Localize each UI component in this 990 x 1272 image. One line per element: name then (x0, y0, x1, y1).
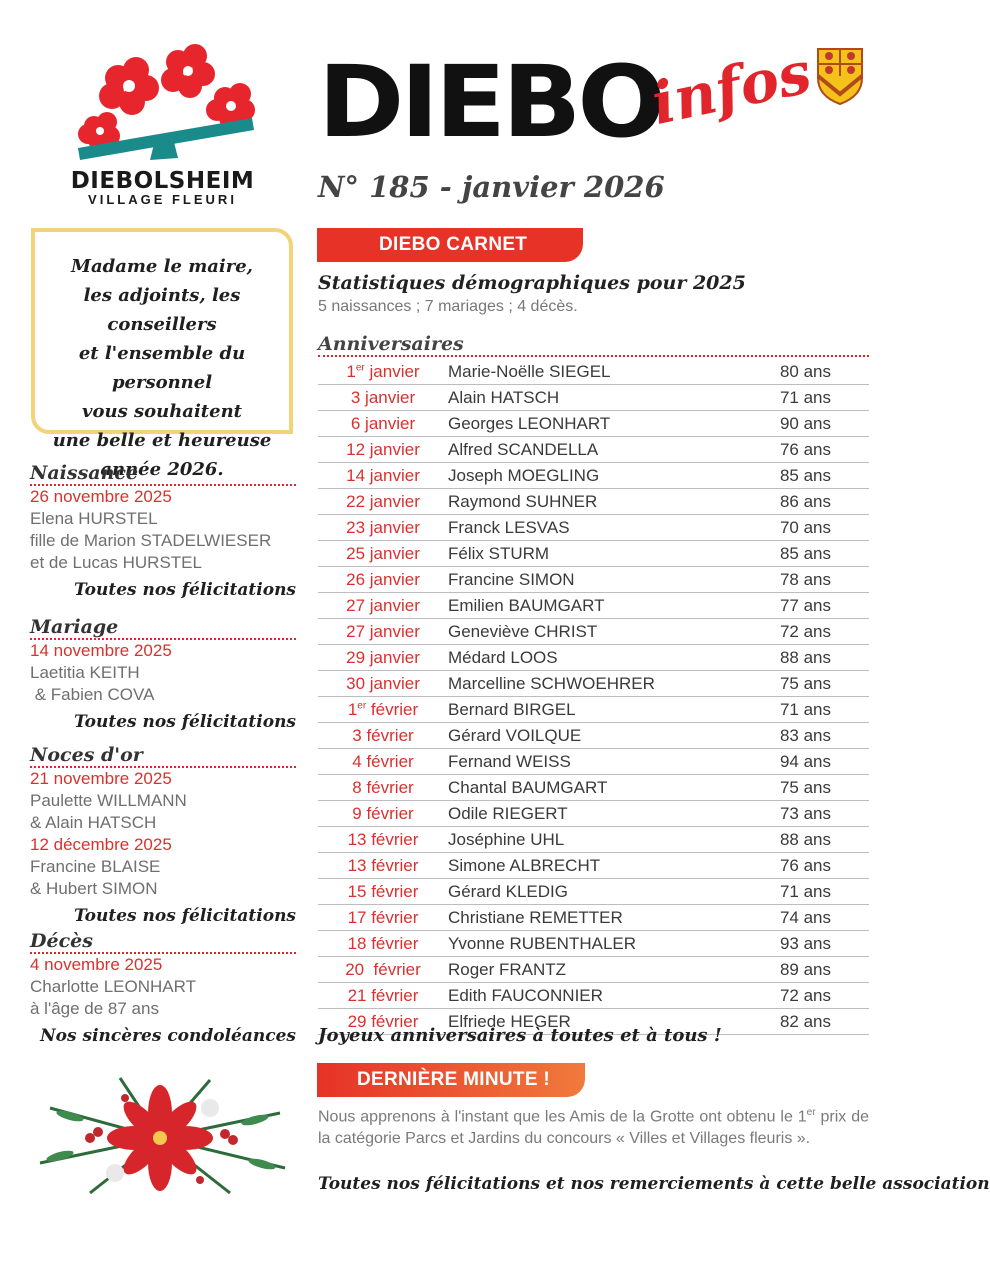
naissance-section (30, 462, 296, 600)
anniv-name: Georges LEONHART (448, 411, 741, 437)
anniv-name: Chantal BAUMGART (448, 775, 741, 801)
masthead-suffix: infos (645, 38, 817, 139)
anniv-date (318, 489, 448, 515)
anniv-date (318, 801, 448, 827)
table-row (318, 723, 869, 749)
news-text-a: Nous apprenons à l'instant que les Amis de la Grotte ont obtenu le 1 (318, 1108, 807, 1126)
anniv-name: Gérard KLEDIG (448, 879, 741, 905)
event-line: fille de Marion STADELWIESER (30, 531, 272, 550)
wish-line: et l'ensemble du personnel (78, 343, 246, 393)
anniv-age: 94 ans (741, 749, 869, 775)
anniv-age: 82 ans (741, 1009, 869, 1035)
anniversaires-closing: Joyeux anniversaires à toutes et à tous ! (318, 1025, 722, 1046)
news-text-sup: er (806, 1107, 816, 1118)
wish-line: année 2026. (100, 459, 224, 480)
table-row (318, 463, 869, 489)
table-row (318, 385, 869, 411)
anniv-day: 6 janvier (350, 413, 416, 433)
anniv-day: 15 février (347, 881, 419, 901)
event-date: 26 novembre 2025 (30, 487, 172, 506)
anniv-day: 8 février (352, 777, 414, 797)
section-closing: Nos sincères condoléances (40, 1026, 296, 1046)
section-title: Naissance (30, 462, 296, 486)
anniv-day: 23 janvier (346, 517, 420, 537)
anniversaires-title: Anniversaires (318, 333, 869, 357)
anniv-age: 83 ans (741, 723, 869, 749)
news-text-b: prix de la catégorie Parcs et Jardins du concours « Villes et Villages fleuris ». (318, 1108, 870, 1148)
section-closing: Toutes nos félicitations (73, 712, 296, 732)
anniv-date (318, 775, 448, 801)
poinsettia-decoration-icon (30, 1068, 292, 1200)
issue-number: N° 185 - janvier 2026 (318, 170, 665, 204)
anniv-name: Odile RIEGERT (448, 801, 741, 827)
section-title: Décès (30, 930, 296, 954)
anniv-day: 13 février (347, 829, 419, 849)
table-row (318, 931, 869, 957)
logo-subtitle: VILLAGE FLEURI (88, 192, 237, 207)
anniv-name: Alain HATSCH (448, 385, 741, 411)
anniv-day: 29 janvier (346, 647, 420, 667)
anniv-age: 85 ans (741, 541, 869, 567)
anniv-date (318, 567, 448, 593)
event-line: & Alain HATSCH (30, 813, 157, 832)
anniv-day: 4 février (352, 751, 414, 771)
anniv-name: Félix STURM (448, 541, 741, 567)
anniv-name: Emilien BAUMGART (448, 593, 741, 619)
table-row (318, 853, 869, 879)
anniv-date (318, 671, 448, 697)
anniv-date (318, 853, 448, 879)
anniv-day: 1 (346, 361, 356, 381)
anniv-month: janvier (364, 361, 420, 381)
anniv-name: Raymond SUHNER (448, 489, 741, 515)
event-line: Francine BLAISE (30, 857, 161, 876)
anniv-age: 88 ans (741, 827, 869, 853)
noces-section (30, 744, 296, 926)
event-line: & Fabien COVA (30, 685, 155, 704)
anniv-name: Joséphine UHL (448, 827, 741, 853)
event-date: 21 novembre 2025 (30, 769, 172, 788)
event-line: Paulette WILLMANN (30, 791, 187, 810)
anniv-date (318, 645, 448, 671)
event-line: Charlotte LEONHART (30, 977, 196, 996)
anniv-date (318, 541, 448, 567)
anniv-day: 30 janvier (346, 673, 420, 693)
anniv-day: 14 janvier (346, 465, 420, 485)
anniversaires-table (318, 359, 869, 1035)
mariage-section (30, 616, 296, 732)
anniv-name: Alfred SCANDELLA (448, 437, 741, 463)
anniv-day: 27 janvier (346, 595, 420, 615)
anniv-date (318, 983, 448, 1009)
anniv-day: 18 février (347, 933, 419, 953)
table-row (318, 905, 869, 931)
table-row (318, 801, 869, 827)
anniv-name: Fernand WEISS (448, 749, 741, 775)
stats-title: Statistiques démographiques pour 2025 (318, 272, 746, 294)
wish-line: une belle et heureuse (52, 430, 272, 451)
anniv-age: 93 ans (741, 931, 869, 957)
event-date: 4 novembre 2025 (30, 955, 163, 974)
anniv-day: 22 janvier (346, 491, 420, 511)
table-row (318, 359, 869, 385)
anniv-name: Marie-Noëlle SIEGEL (448, 359, 741, 385)
event-line: & Hubert SIMON (30, 879, 158, 898)
anniv-date (318, 931, 448, 957)
anniv-date (318, 827, 448, 853)
anniv-day-sup: er (357, 699, 367, 711)
anniv-day: 3 janvier (350, 387, 416, 407)
logo-name: DIEBOLSHEIM (70, 168, 255, 194)
anniv-month: février (366, 699, 419, 719)
anniv-age: 72 ans (741, 619, 869, 645)
anniv-day: 12 janvier (346, 439, 420, 459)
anniv-day: 13 février (347, 855, 419, 875)
deces-section (30, 930, 296, 1046)
anniv-day: 20 février (345, 959, 421, 979)
table-row (318, 671, 869, 697)
table-row (318, 619, 869, 645)
anniv-day: 29 février (347, 1011, 419, 1031)
section-closing: Toutes nos félicitations (73, 580, 296, 600)
stats-text: 5 naissances ; 7 mariages ; 4 décès. (318, 298, 578, 315)
anniv-age: 71 ans (741, 879, 869, 905)
anniv-date (318, 957, 448, 983)
section-closing: Toutes nos félicitations (73, 906, 296, 926)
table-row (318, 645, 869, 671)
anniv-date (318, 749, 448, 775)
anniv-date (318, 879, 448, 905)
masthead-title: DIEBO (318, 44, 662, 160)
anniv-date (318, 619, 448, 645)
table-row (318, 749, 869, 775)
anniv-name: Joseph MOEGLING (448, 463, 741, 489)
derniere-minute-banner: DERNIÈRE MINUTE ! (317, 1063, 585, 1097)
anniv-date (318, 723, 448, 749)
anniv-date (318, 411, 448, 437)
anniv-day: 9 février (352, 803, 414, 823)
table-row (318, 957, 869, 983)
anniv-name: Christiane REMETTER (448, 905, 741, 931)
anniv-name: Médard LOOS (448, 645, 741, 671)
event-line: à l'âge de 87 ans (30, 999, 159, 1018)
anniv-date (318, 697, 448, 723)
wish-line: vous souhaitent (82, 401, 242, 422)
table-row (318, 411, 869, 437)
anniv-age: 75 ans (741, 671, 869, 697)
anniv-date (318, 515, 448, 541)
anniv-date (318, 359, 448, 385)
anniv-name: Simone ALBRECHT (448, 853, 741, 879)
anniv-name: Marcelline SCHWOEHRER (448, 671, 741, 697)
anniv-age: 78 ans (741, 567, 869, 593)
event-line: et de Lucas HURSTEL (30, 553, 202, 572)
anniv-age: 76 ans (741, 853, 869, 879)
anniv-age: 86 ans (741, 489, 869, 515)
anniv-age: 88 ans (741, 645, 869, 671)
table-row (318, 437, 869, 463)
table-row (318, 827, 869, 853)
anniv-date (318, 905, 448, 931)
anniv-date (318, 463, 448, 489)
anniv-age: 70 ans (741, 515, 869, 541)
anniv-date (318, 385, 448, 411)
table-row (318, 775, 869, 801)
table-row (318, 515, 869, 541)
anniv-day-sup: er (355, 361, 365, 373)
section-title: Mariage (30, 616, 296, 640)
anniv-date (318, 593, 448, 619)
wish-line: Madame le maire, (71, 256, 253, 277)
table-row (318, 541, 869, 567)
wish-line: les adjoints, les conseillers (83, 285, 241, 335)
anniv-age: 71 ans (741, 697, 869, 723)
anniv-day: 17 février (347, 907, 419, 927)
anniv-name: Elfriede HEGER (448, 1009, 741, 1035)
anniv-age: 89 ans (741, 957, 869, 983)
table-row (318, 593, 869, 619)
section-title: Noces d'or (30, 744, 296, 768)
anniv-day: 25 janvier (346, 543, 420, 563)
event-line: Laetitia KEITH (30, 663, 140, 682)
final-closing: Toutes nos félicitations et nos remerciements à cette belle association (318, 1174, 990, 1194)
event-date: 12 décembre 2025 (30, 835, 172, 854)
table-row (318, 567, 869, 593)
anniv-day: 3 février (352, 725, 414, 745)
anniv-day: 26 janvier (346, 569, 420, 589)
anniv-name: Yvonne RUBENTHALER (448, 931, 741, 957)
diebo-carnet-banner: DIEBO CARNET (317, 228, 583, 262)
anniv-age: 73 ans (741, 801, 869, 827)
event-line: Elena HURSTEL (30, 509, 158, 528)
anniv-day: 27 janvier (346, 621, 420, 641)
anniv-age: 71 ans (741, 385, 869, 411)
anniv-age: 90 ans (741, 411, 869, 437)
table-row (318, 697, 869, 723)
anniv-age: 74 ans (741, 905, 869, 931)
coat-of-arms-icon (815, 46, 865, 106)
anniv-age: 76 ans (741, 437, 869, 463)
anniv-name: Geneviève CHRIST (448, 619, 741, 645)
anniv-age: 80 ans (741, 359, 869, 385)
anniv-name: Franck LESVAS (448, 515, 741, 541)
anniv-name: Bernard BIRGEL (448, 697, 741, 723)
table-row (318, 983, 869, 1009)
table-row (318, 489, 869, 515)
anniv-name: Gérard VOILQUE (448, 723, 741, 749)
table-row (318, 879, 869, 905)
anniv-day: 1 (347, 699, 358, 719)
event-date: 14 novembre 2025 (30, 641, 172, 660)
anniv-date (318, 437, 448, 463)
anniv-age: 77 ans (741, 593, 869, 619)
anniv-name: Francine SIMON (448, 567, 741, 593)
anniv-name: Roger FRANTZ (448, 957, 741, 983)
anniv-name: Edith FAUCONNIER (448, 983, 741, 1009)
anniv-age: 85 ans (741, 463, 869, 489)
anniv-day: 21 février (347, 985, 419, 1005)
anniv-age: 75 ans (741, 775, 869, 801)
news-text (318, 1102, 869, 1150)
anniv-age: 72 ans (741, 983, 869, 1009)
